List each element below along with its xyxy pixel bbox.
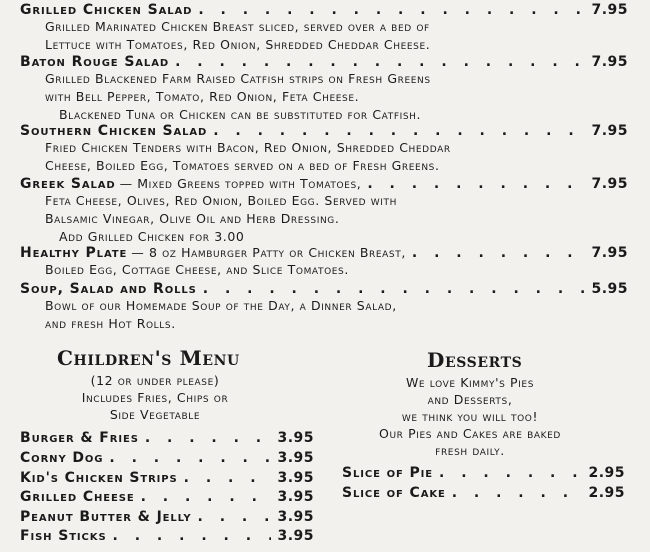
item-name: Baton Rouge Salad [20,54,170,70]
childrens-menu-item: Corny Dog . . . 3.95 [20,450,314,466]
item-description: Boiled Egg, Cottage Cheese, and Slice Tomatoes. [45,262,349,277]
menu-item-baton-rouge-salad [20,54,628,124]
childrens-menu-item: Grilled Cheese . . . 3.95 [20,489,314,505]
item-price: 7.95 [591,2,628,18]
childrens-menu-note: (12 or under please) Includes Fries, Chips or Side Vegetable [81,373,229,422]
item-price: 7.95 [591,54,628,70]
menu-item-grilled-chicken-salad [20,2,628,54]
item-price: 7.95 [591,176,628,192]
menu-item-southern-chicken-salad [20,123,628,175]
item-description: Feta Cheese, Olives, Red Onion, Boiled Egg. Served with Balsamic Vinegar, Olive Oil and Herb Dressing. Add Grilled Chicken for 3.00 [45,193,397,244]
item-description: Bowl of our Homemade Soup of the Day, a Dinner Salad, and fresh Hot Rolls. [45,298,397,331]
item-name: Grilled Chicken Salad [20,2,193,18]
menu-item-soup-salad-rolls [20,281,628,333]
menu-item-greek-salad [20,176,628,246]
childrens-menu-item: Fish Sticks . . . 3.95 [20,528,314,544]
item-inline-description: — 8 oz Hamburger Patty or Chicken Breast, [131,245,406,260]
item-name: Soup, Salad and Rolls [20,281,197,297]
childrens-menu-item: Kid's Chicken Strips . . . 3.95 [20,470,314,486]
childrens-menu-item: Burger & Fries . . . 3.95 [20,430,314,446]
menu-item-healthy-plate [20,245,628,279]
item-price: 5.95 [591,281,628,297]
childrens-menu-item: Peanut Butter & Jelly . . . 3.95 [20,509,314,525]
item-price: 7.95 [591,245,628,261]
item-price: 7.95 [591,123,628,139]
item-description: Fried Chicken Tenders with Bacon, Red Onion, Shredded Cheddar Cheese, Boiled Egg, Tomatoes served on a bed of Fresh Greens. [45,140,451,173]
dessert-item: Slice of Cake . . . 2.95 [342,485,625,501]
item-inline-description: — Mixed Greens topped with Tomatoes, [119,176,362,191]
childrens-menu-title: Children's Menu [57,346,240,370]
item-name: Southern Chicken Salad [20,123,208,139]
item-description: Grilled Marinated Chicken Breast sliced, served over a bed of Lettuce with Tomatoes, Red Onion, Shredded Cheddar Cheese. [45,19,431,52]
desserts-note: We love Kimmy's Pies and Desserts, we think you will too! Our Pies and Cakes are baked fresh daily. [379,375,561,458]
dessert-item: Slice of Pie . . . 2.95 [342,465,625,481]
item-name: Greek Salad [20,176,116,192]
item-description: Grilled Blackened Farm Raised Catfish strips on Fresh Greens with Bell Pepper, Tomato, Red Onion, Feta Cheese. Blackened Tuna or Chicken can be substituted for Catfish. [45,71,431,122]
item-name: Healthy Plate [20,245,128,261]
desserts-title: Desserts [427,348,523,372]
